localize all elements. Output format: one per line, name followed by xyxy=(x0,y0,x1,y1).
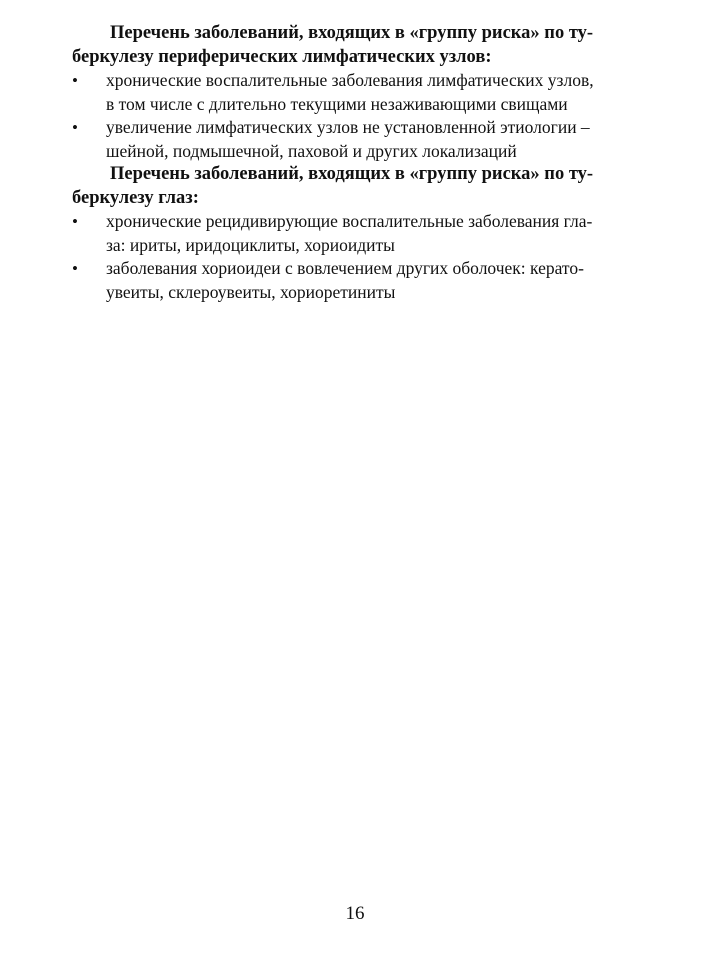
heading-line: беркулезу глаз: xyxy=(72,187,199,208)
section-lymph-nodes xyxy=(72,22,638,163)
list-item xyxy=(72,116,638,163)
item-line: за: ириты, иридоциклиты, хориоидиты xyxy=(106,234,395,255)
item-line: шейной, подмышечной, паховой и других локализаций xyxy=(106,140,517,161)
item-line: хронические воспалительные заболевания лимфатических узлов, xyxy=(106,70,594,90)
bullet-icon: • xyxy=(72,118,78,137)
list-item xyxy=(72,257,638,304)
section-eyes xyxy=(72,163,638,304)
disease-list xyxy=(72,210,638,304)
heading-line: Перечень заболеваний, входящих в «группу риска» по ту- xyxy=(110,164,594,184)
bullet-icon: • xyxy=(72,212,78,231)
list-item xyxy=(72,69,638,116)
item-line: увеиты, склероувеиты, хориоретиниты xyxy=(106,281,396,302)
bullet-icon: • xyxy=(72,71,78,90)
page-number: 16 xyxy=(345,903,365,924)
item-line: заболевания хориоидеи с вовлечением других оболочек: керато- xyxy=(106,258,584,278)
list-item xyxy=(72,210,638,257)
disease-list xyxy=(72,69,638,163)
section-heading xyxy=(72,22,638,69)
item-line: хронические рецидивирующие воспалительные заболевания гла- xyxy=(106,211,593,231)
bullet-icon: • xyxy=(72,259,78,278)
section-heading xyxy=(72,163,638,210)
heading-line: Перечень заболеваний, входящих в «группу риска» по ту- xyxy=(110,23,594,43)
heading-line: беркулезу периферических лимфатических узлов: xyxy=(72,46,492,67)
item-line: увеличение лимфатических узлов не установленной этиологии – xyxy=(106,117,590,137)
item-line: в том числе с длительно текущими незаживающими свищами xyxy=(106,93,568,114)
